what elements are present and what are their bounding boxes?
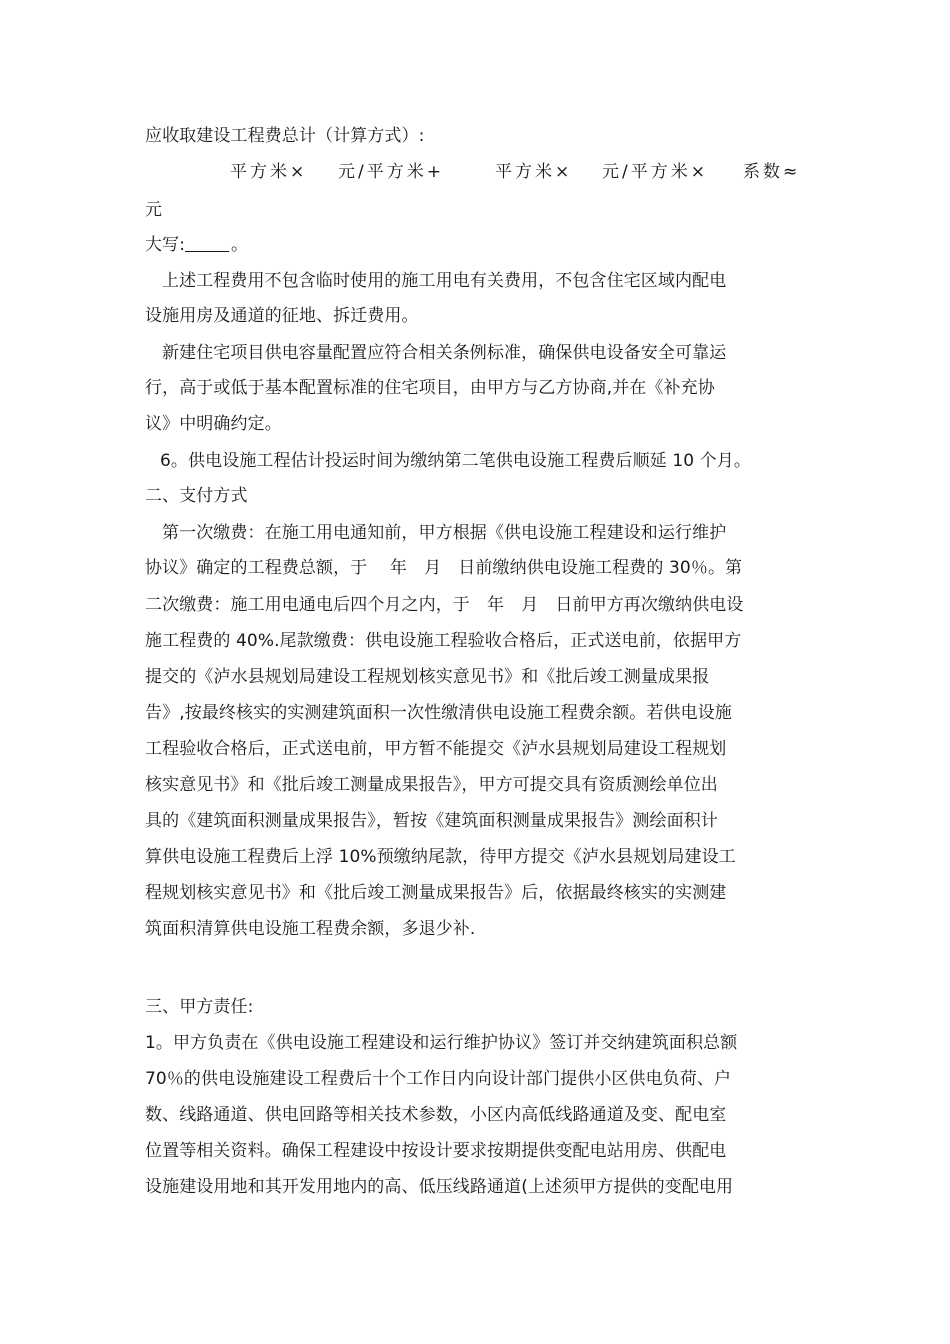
formula-part-5: 系数≈: [743, 162, 801, 182]
responsibility-line-4: 位置等相关资料。确保工程建设中按设计要求按期提供变配电站用房、供配电: [145, 1141, 727, 1161]
capacity-line-1: 新建住宅项目供电容量配置应符合相关条例标准，确保供电设备安全可靠运: [162, 343, 727, 363]
daxie-label: 大写:: [145, 235, 186, 255]
section-2-title: 二、支付方式: [145, 486, 248, 506]
responsibility-line-5: 设施建设用地和其开发用地内的高、低压线路通道(上述须甲方提供的变配电用: [145, 1177, 734, 1197]
payment-line-3: 二次缴费：施工用电通电后四个月之内，于 年 月 日前甲方再次缴纳供电设: [145, 595, 744, 615]
payment-line-10: 算供电设施工程费后上浮 10%预缴纳尾款，待甲方提交《泸水县规划局建设工: [145, 847, 736, 867]
payment-line-12: 筑面积清算供电设施工程费余额，多退少补.: [145, 919, 476, 939]
formula-unit: 元: [145, 200, 163, 220]
daxie-line: [145, 234, 810, 256]
fee-formula: [145, 161, 810, 183]
payment-line-11: 程规划核实意见书》和《批后竣工测量成果报告》后，依据最终核实的实测建: [145, 883, 727, 903]
section-3-title: 三、甲方责任:: [145, 997, 254, 1017]
capacity-line-2: 行，高于或低于基本配置标准的住宅项目，由甲方与乙方协商,并在《补充协: [145, 378, 715, 398]
responsibility-line-2: 70％的供电设施建设工程费后十个工作日内向设计部门提供小区供电负荷、户: [145, 1069, 732, 1089]
payment-line-5: 提交的《泸水县规划局建设工程规划核实意见书》和《批后竣工测量成果报: [145, 667, 710, 687]
exclusion-line-1: 上述工程费用不包含临时使用的施工用电有关费用，不包含住宅区域内配电: [162, 271, 727, 291]
item-6: 6。供电设施工程估计投运时间为缴纳第二笔供电设施工程费后顺延 10 个月。: [160, 451, 751, 471]
payment-line-6: 告》,按最终核实的实测建筑面积一次性缴清供电设施工程费余额。若供电设施: [145, 703, 732, 723]
formula-part-2: 元/平方米+: [338, 162, 444, 182]
daxie-blank: [185, 234, 229, 252]
total-fee-heading: 应收取建设工程费总计（计算方式）:: [145, 126, 425, 146]
responsibility-line-1: 1。甲方负责在《供电设施工程建设和运行维护协议》签订并交纳建筑面积总额: [145, 1033, 738, 1053]
payment-line-9: 具的《建筑面积测量成果报告》，暂按《建筑面积测量成果报告》测绘面积计: [145, 811, 718, 831]
responsibility-line-3: 数、线路通道、供电回路等相关技术参数，小区内高低线路通道及变、配电室: [145, 1105, 727, 1125]
capacity-line-3: 议》中明确约定。: [145, 414, 282, 434]
exclusion-line-2: 设施用房及通道的征地、拆迁费用。: [145, 306, 419, 326]
formula-part-1: 平方米×: [230, 162, 308, 182]
payment-line-1: 第一次缴费：在施工用电通知前，甲方根据《供电设施工程建设和运行维护: [162, 523, 727, 543]
payment-line-4: 施工程费的 40%.尾款缴费：供电设施工程验收合格后，正式送电前，依据甲方: [145, 631, 742, 651]
formula-part-3: 平方米×: [495, 162, 573, 182]
payment-line-8: 核实意见书》和《批后竣工测量成果报告》，甲方可提交具有资质测绘单位出: [145, 775, 718, 795]
payment-line-2: 协议》确定的工程费总额，于 年 月 日前缴纳供电设施工程费的 30％。第: [145, 558, 743, 578]
daxie-end: 。: [231, 235, 249, 255]
formula-part-4: 元/平方米×: [602, 162, 708, 182]
payment-line-7: 工程验收合格后，正式送电前，甲方暂不能提交《泸水县规划局建设工程规划: [145, 739, 727, 759]
